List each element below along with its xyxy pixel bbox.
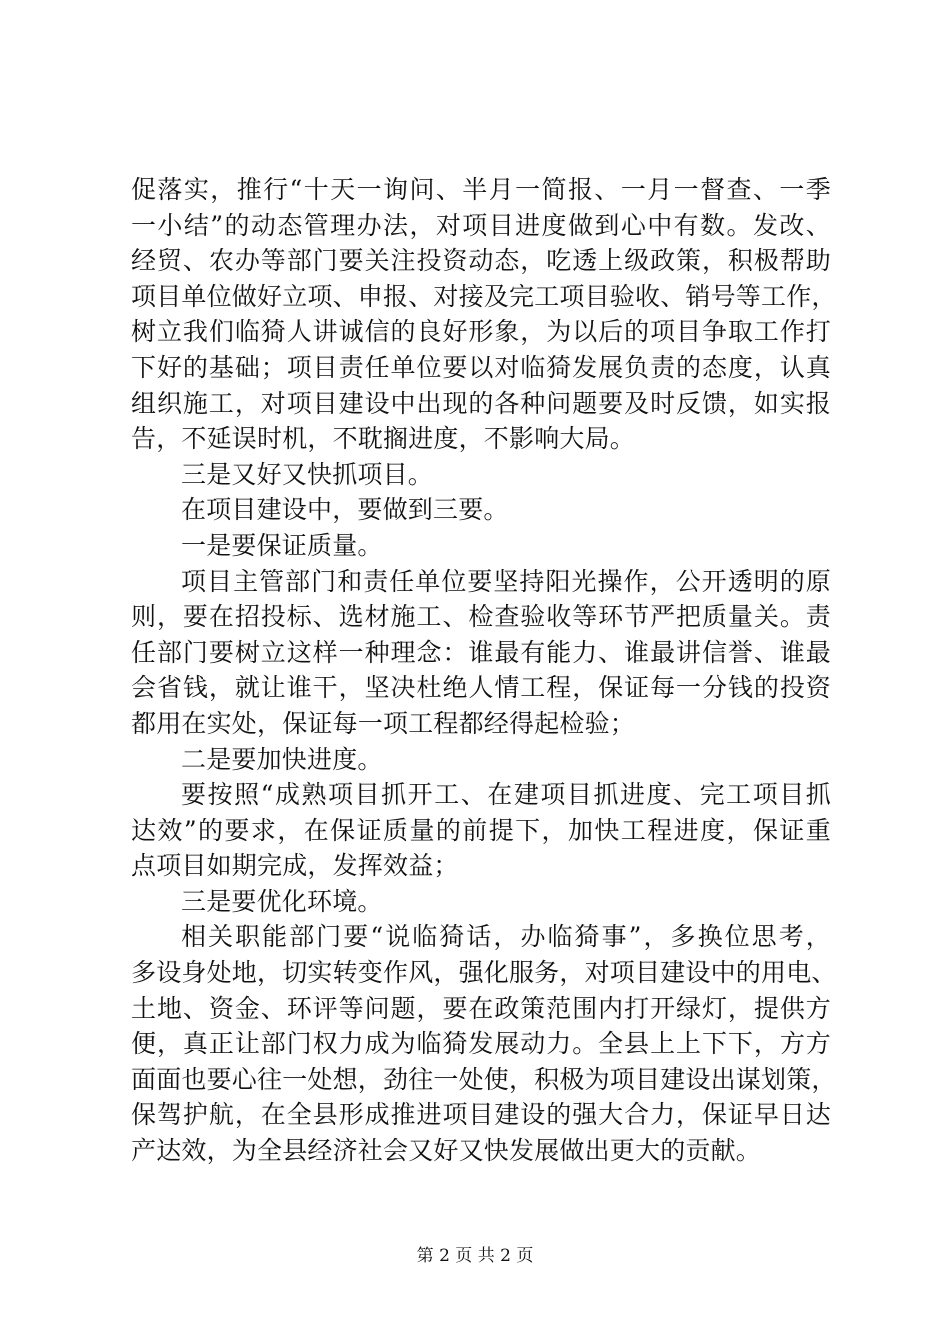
text-line: 在项目建设中，要做到三要。 xyxy=(181,495,509,525)
text-line: 都用在实处，保证每一项工程都经得起检验； xyxy=(131,708,636,738)
text-line: 达效”的要求，在保证质量的前提下，加快工程进度，保证重 xyxy=(131,815,831,845)
text-line: 任部门要树立这样一种理念：谁最有能力、谁最讲信誉、谁最 xyxy=(131,637,831,667)
text-line: 下好的基础；项目责任单位要以对临猗发展负责的态度，认真 xyxy=(131,352,831,382)
text-line: 点项目如期完成，发挥效益； xyxy=(131,851,459,881)
text-line: 三是要优化环境。 xyxy=(181,886,383,916)
page-footer: 第 2 页 共 2 页 xyxy=(416,1246,534,1266)
text-line: 一小结”的动态管理办法，对项目进度做到心中有数。发改、 xyxy=(131,210,831,240)
text-line: 产达效，为全县经济社会又好又快发展做出更大的贡献。 xyxy=(131,1136,762,1166)
text-line: 保驾护航，在全县形成推进项目建设的强大合力，保证早日达 xyxy=(131,1100,831,1130)
text-line: 多设身处地，切实转变作风，强化服务，对项目建设中的用电、 xyxy=(131,958,837,988)
text-line: 经贸、农办等部门要关注投资动态，吃透上级政策，积极帮助 xyxy=(131,246,831,276)
text-line: 则，要在招投标、选材施工、检查验收等环节严把质量关。责 xyxy=(131,602,831,632)
text-line: 树立我们临猗人讲诚信的良好形象，为以后的项目争取工作打 xyxy=(131,317,831,347)
text-line: 促落实，推行“十天一询问、半月一简报、一月一督查、一季 xyxy=(131,175,831,204)
text-line: 组织施工，对项目建设中出现的各种问题要及时反馈，如实报 xyxy=(131,388,831,418)
text-line: 告，不延误时机，不耽搁进度，不影响大局。 xyxy=(131,424,636,454)
text-line: 二是要加快进度。 xyxy=(181,744,383,774)
text-line: 要按照“成熟项目抓开工、在建项目抓进度、完工项目抓 xyxy=(181,780,831,810)
text-line: 土地、资金、环评等问题，要在政策范围内打开绿灯，提供方 xyxy=(131,993,831,1023)
text-line: 三是又好又快抓项目。 xyxy=(181,459,434,489)
text-line: 会省钱，就让谁干，坚决杜绝人情工程，保证每一分钱的投资 xyxy=(131,673,831,703)
text-line: 面面也要心往一处想，劲往一处使，积极为项目建设出谋划策， xyxy=(131,1064,837,1094)
text-line: 项目单位做好立项、申报、对接及完工项目验收、销号等工作， xyxy=(131,281,837,311)
text-line: 相关职能部门要“说临猗话，办临猗事”，多换位思考， xyxy=(181,922,831,952)
document-body xyxy=(131,172,837,1169)
text-line: 便，真正让部门权力成为临猗发展动力。全县上上下下，方方 xyxy=(131,1029,831,1059)
text-line: 一是要保证质量。 xyxy=(181,530,383,560)
text-line: 项目主管部门和责任单位要坚持阳光操作，公开透明的原 xyxy=(181,566,831,596)
